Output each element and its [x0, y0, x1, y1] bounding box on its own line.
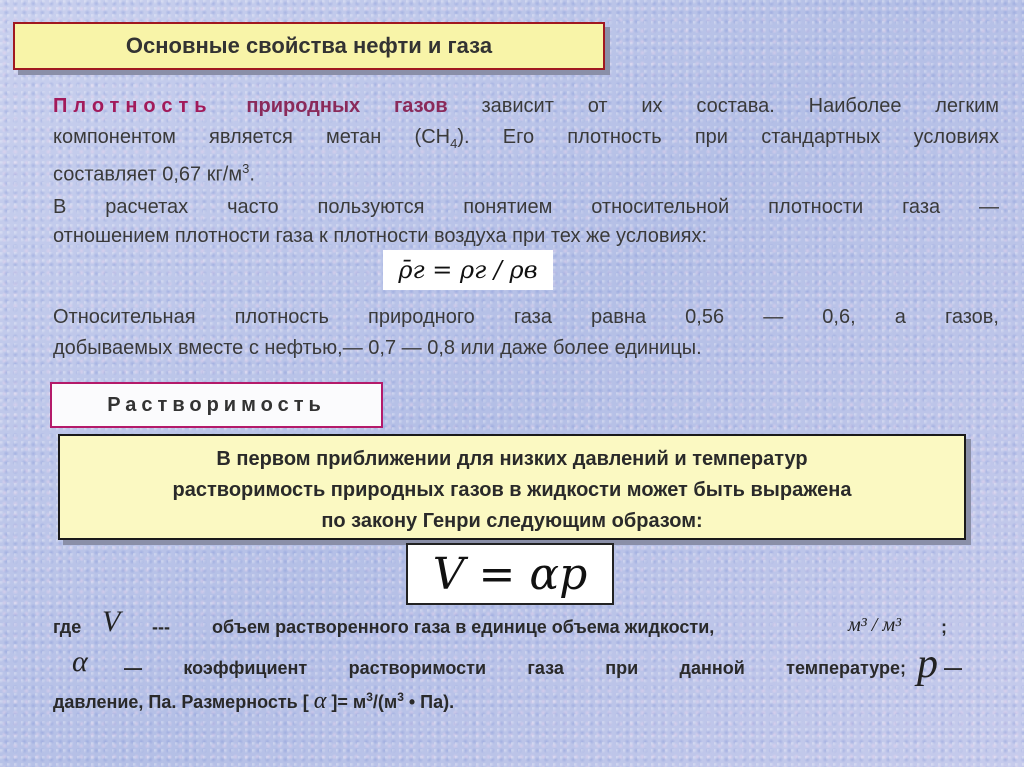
- henry-line-3: по закону Генри следующим образом:: [321, 510, 703, 532]
- relative-density-formula: [383, 250, 553, 290]
- dimension-sup-1: 3: [366, 690, 373, 704]
- density-lead: природных газов: [246, 95, 448, 117]
- henry-line-1: В первом приближении для низких давлений и температур: [216, 448, 808, 470]
- henry-line-2: растворимость природных газов в жидкости может быть выражена: [172, 479, 852, 501]
- relative-density-line-2: отношением плотности газа к плотности воздуха при тех же условиях:: [53, 225, 708, 247]
- density-line-2-text: компонентом является метан (СН: [53, 126, 451, 148]
- henry-law-box: [58, 434, 966, 540]
- relative-density-values-line-1: Относительная плотность природного газа равна 0,56 — 0,6, а газов,: [53, 306, 999, 328]
- v-dashes: ---: [152, 617, 170, 637]
- dimension-text-d: • Па).: [403, 692, 455, 712]
- dimension-text-a: давление, Па. Размерность [: [53, 692, 309, 712]
- relative-density-line-1: В расчетах часто пользуются понятием относительной плотности газа —: [53, 196, 999, 218]
- density-line-2: [53, 123, 999, 158]
- dimension-text-c: /(м: [372, 692, 398, 712]
- alpha-description: — коэффициент растворимости газа при данной температуре;: [124, 658, 906, 678]
- dimension-line: [53, 688, 454, 715]
- density-line-2-end: ). Его плотность при стандартных условиях: [457, 126, 999, 148]
- solubility-heading: Растворимость: [107, 393, 326, 416]
- density-line-1: [53, 92, 999, 120]
- v-semicolon: ;: [941, 617, 947, 637]
- density-heading: Плотность: [53, 95, 213, 117]
- density-line-3-end: .: [249, 163, 255, 186]
- alpha-symbol: α: [72, 645, 88, 678]
- title-box: [13, 22, 605, 70]
- v-symbol: V: [102, 605, 121, 638]
- dimension-sup-2: 3: [397, 690, 404, 704]
- dimension-alpha: α: [313, 688, 327, 714]
- density-line-1-rest: зависит от их состава. Наиболее легким: [481, 95, 1000, 117]
- relative-density-values-line-2: добываемых вместе с нефтью,— 0,7 — 0,8 или даже более единицы.: [53, 337, 702, 359]
- page-title: Основные свойства нефти и газа: [125, 33, 493, 58]
- dimension-text-b: ]= м: [331, 692, 367, 712]
- henry-law-formula-text: V = αp: [432, 548, 588, 600]
- p-dash: —: [944, 658, 962, 678]
- p-symbol: p: [917, 641, 938, 687]
- v-description: объем растворенного газа в единице объема жидкости,: [212, 617, 715, 637]
- density-line-3-text: составляет 0,67 кг/м: [53, 163, 243, 186]
- v-unit: м³ / м³: [848, 614, 902, 636]
- henry-law-formula: [406, 543, 614, 605]
- relative-density-formula-text: ρ̄г = ρг / ρв: [398, 256, 538, 284]
- where-word: где: [53, 617, 82, 637]
- solubility-heading-box: [50, 382, 383, 428]
- density-line-3: [53, 155, 999, 189]
- ch4-subscript: 4: [450, 136, 458, 151]
- m3-superscript: 3: [242, 161, 250, 176]
